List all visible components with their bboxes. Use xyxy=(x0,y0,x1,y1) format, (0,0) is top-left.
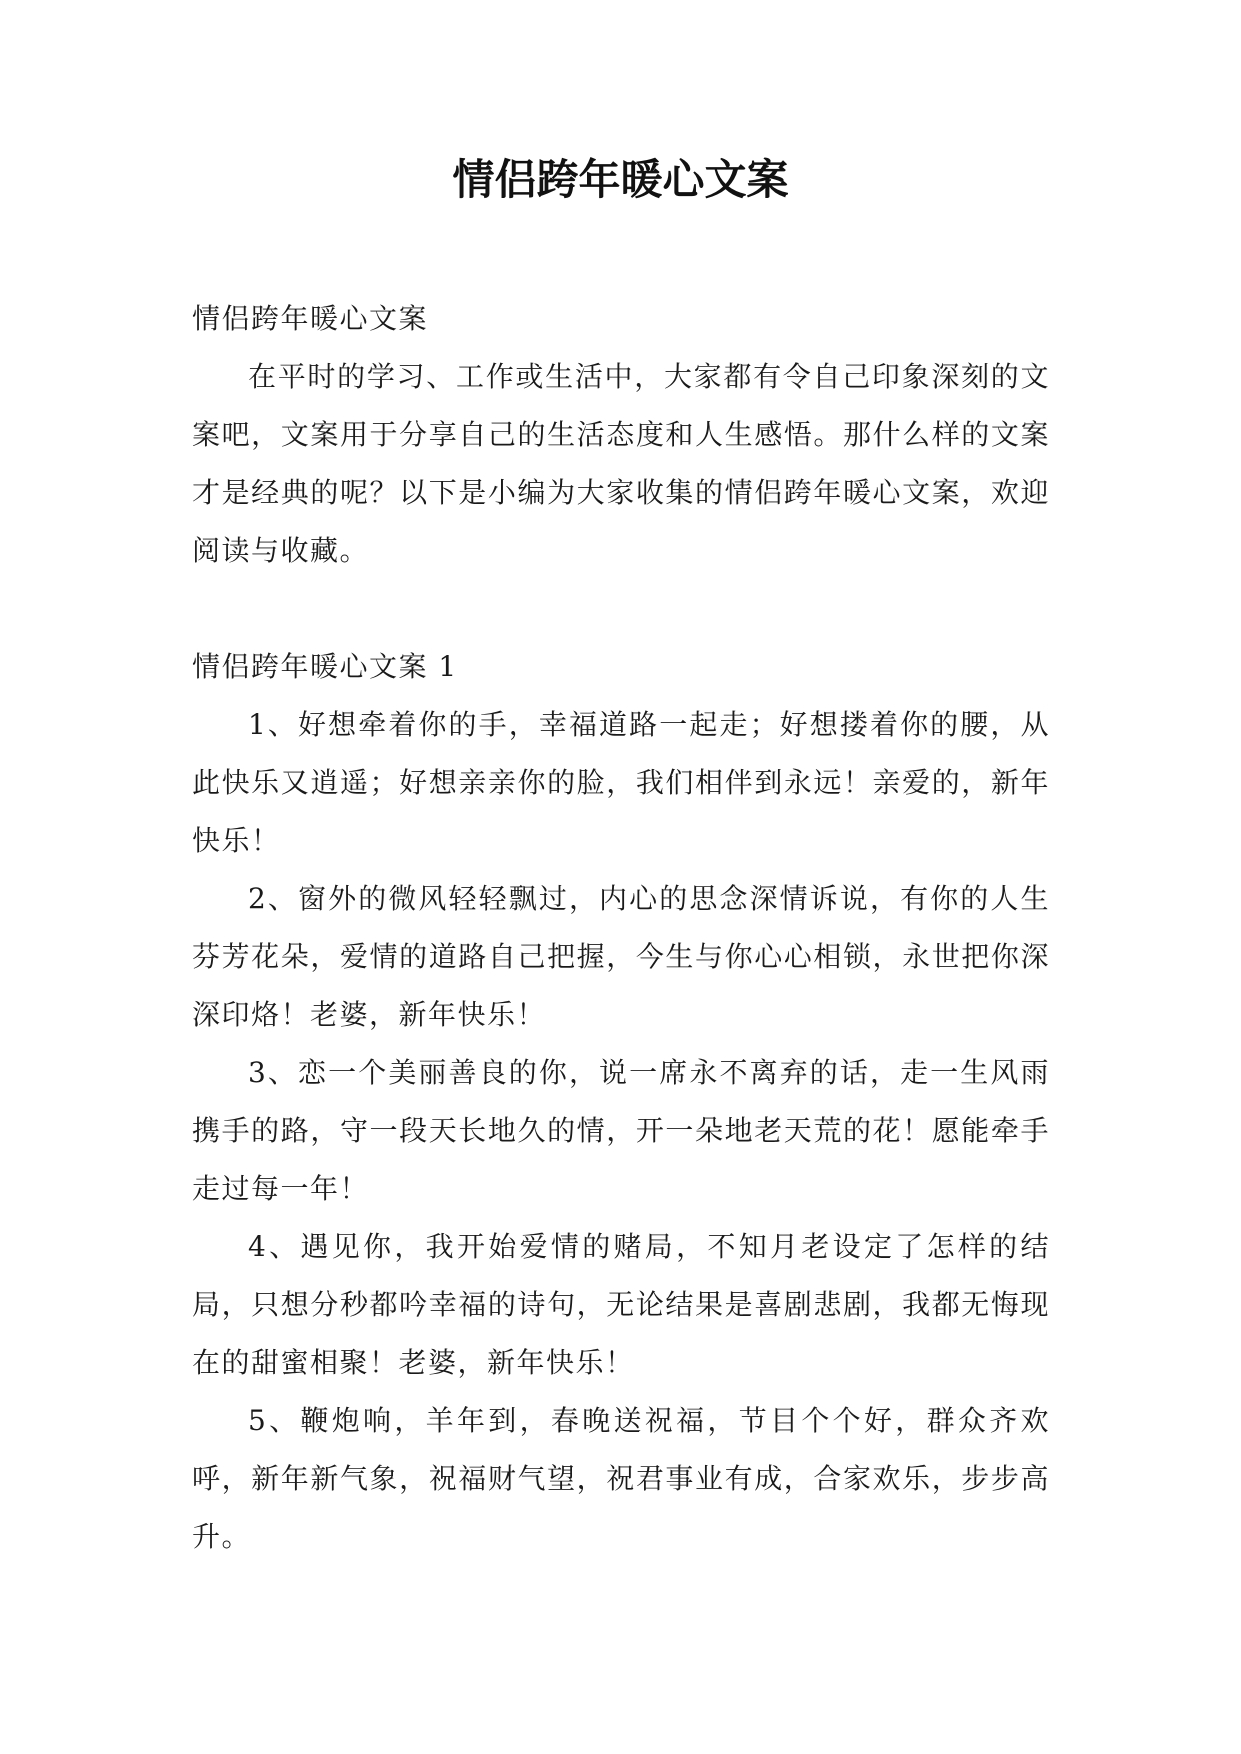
section-spacer xyxy=(192,580,1050,638)
subtitle: 情侣跨年暖心文案 xyxy=(192,302,429,335)
list-item: 1、好想牵着你的手，幸福道路一起走；好想搂着你的腰，从此快乐又逍遥；好想亲亲你的脸，我们相伴到永远！亲爱的，新年快乐！ xyxy=(192,708,1050,857)
document-title: 情侣跨年暖心文案 xyxy=(452,155,789,204)
intro-paragraph: 在平时的学习、工作或生活中，大家都有令自己印象深刻的文案吧，文案用于分享自己的生活态度和人生感悟。那什么样的文案才是经典的呢？以下是小编为大家收集的情侣跨年暖心文案，欢迎阅读与收藏。 xyxy=(192,360,1050,567)
list-item: 5、鞭炮响，羊年到，春晚送祝福，节目个个好，群众齐欢呼，新年新气象，祝福财气望，祝君事业有成，合家欢乐，步步高升。 xyxy=(192,1404,1050,1553)
list-item: 4、遇见你，我开始爱情的赌局，不知月老设定了怎样的结局，只想分秒都吟幸福的诗句，无论结果是喜剧悲剧，我都无悔现在的甜蜜相聚！老婆，新年快乐！ xyxy=(192,1230,1050,1379)
list-item: 2、窗外的微风轻轻飘过，内心的思念深情诉说，有你的人生芬芳花朵，爱情的道路自己把握，今生与你心心相锁，永世把你深深印烙！老婆，新年快乐！ xyxy=(192,882,1050,1031)
section-heading: 情侣跨年暖心文案 1 xyxy=(192,650,458,683)
list-item: 3、恋一个美丽善良的你，说一席永不离弃的话，走一生风雨携手的路，守一段天长地久的情，开一朵地老天荒的花！愿能牵手走过每一年！ xyxy=(192,1056,1050,1205)
document-body xyxy=(192,290,1050,1566)
